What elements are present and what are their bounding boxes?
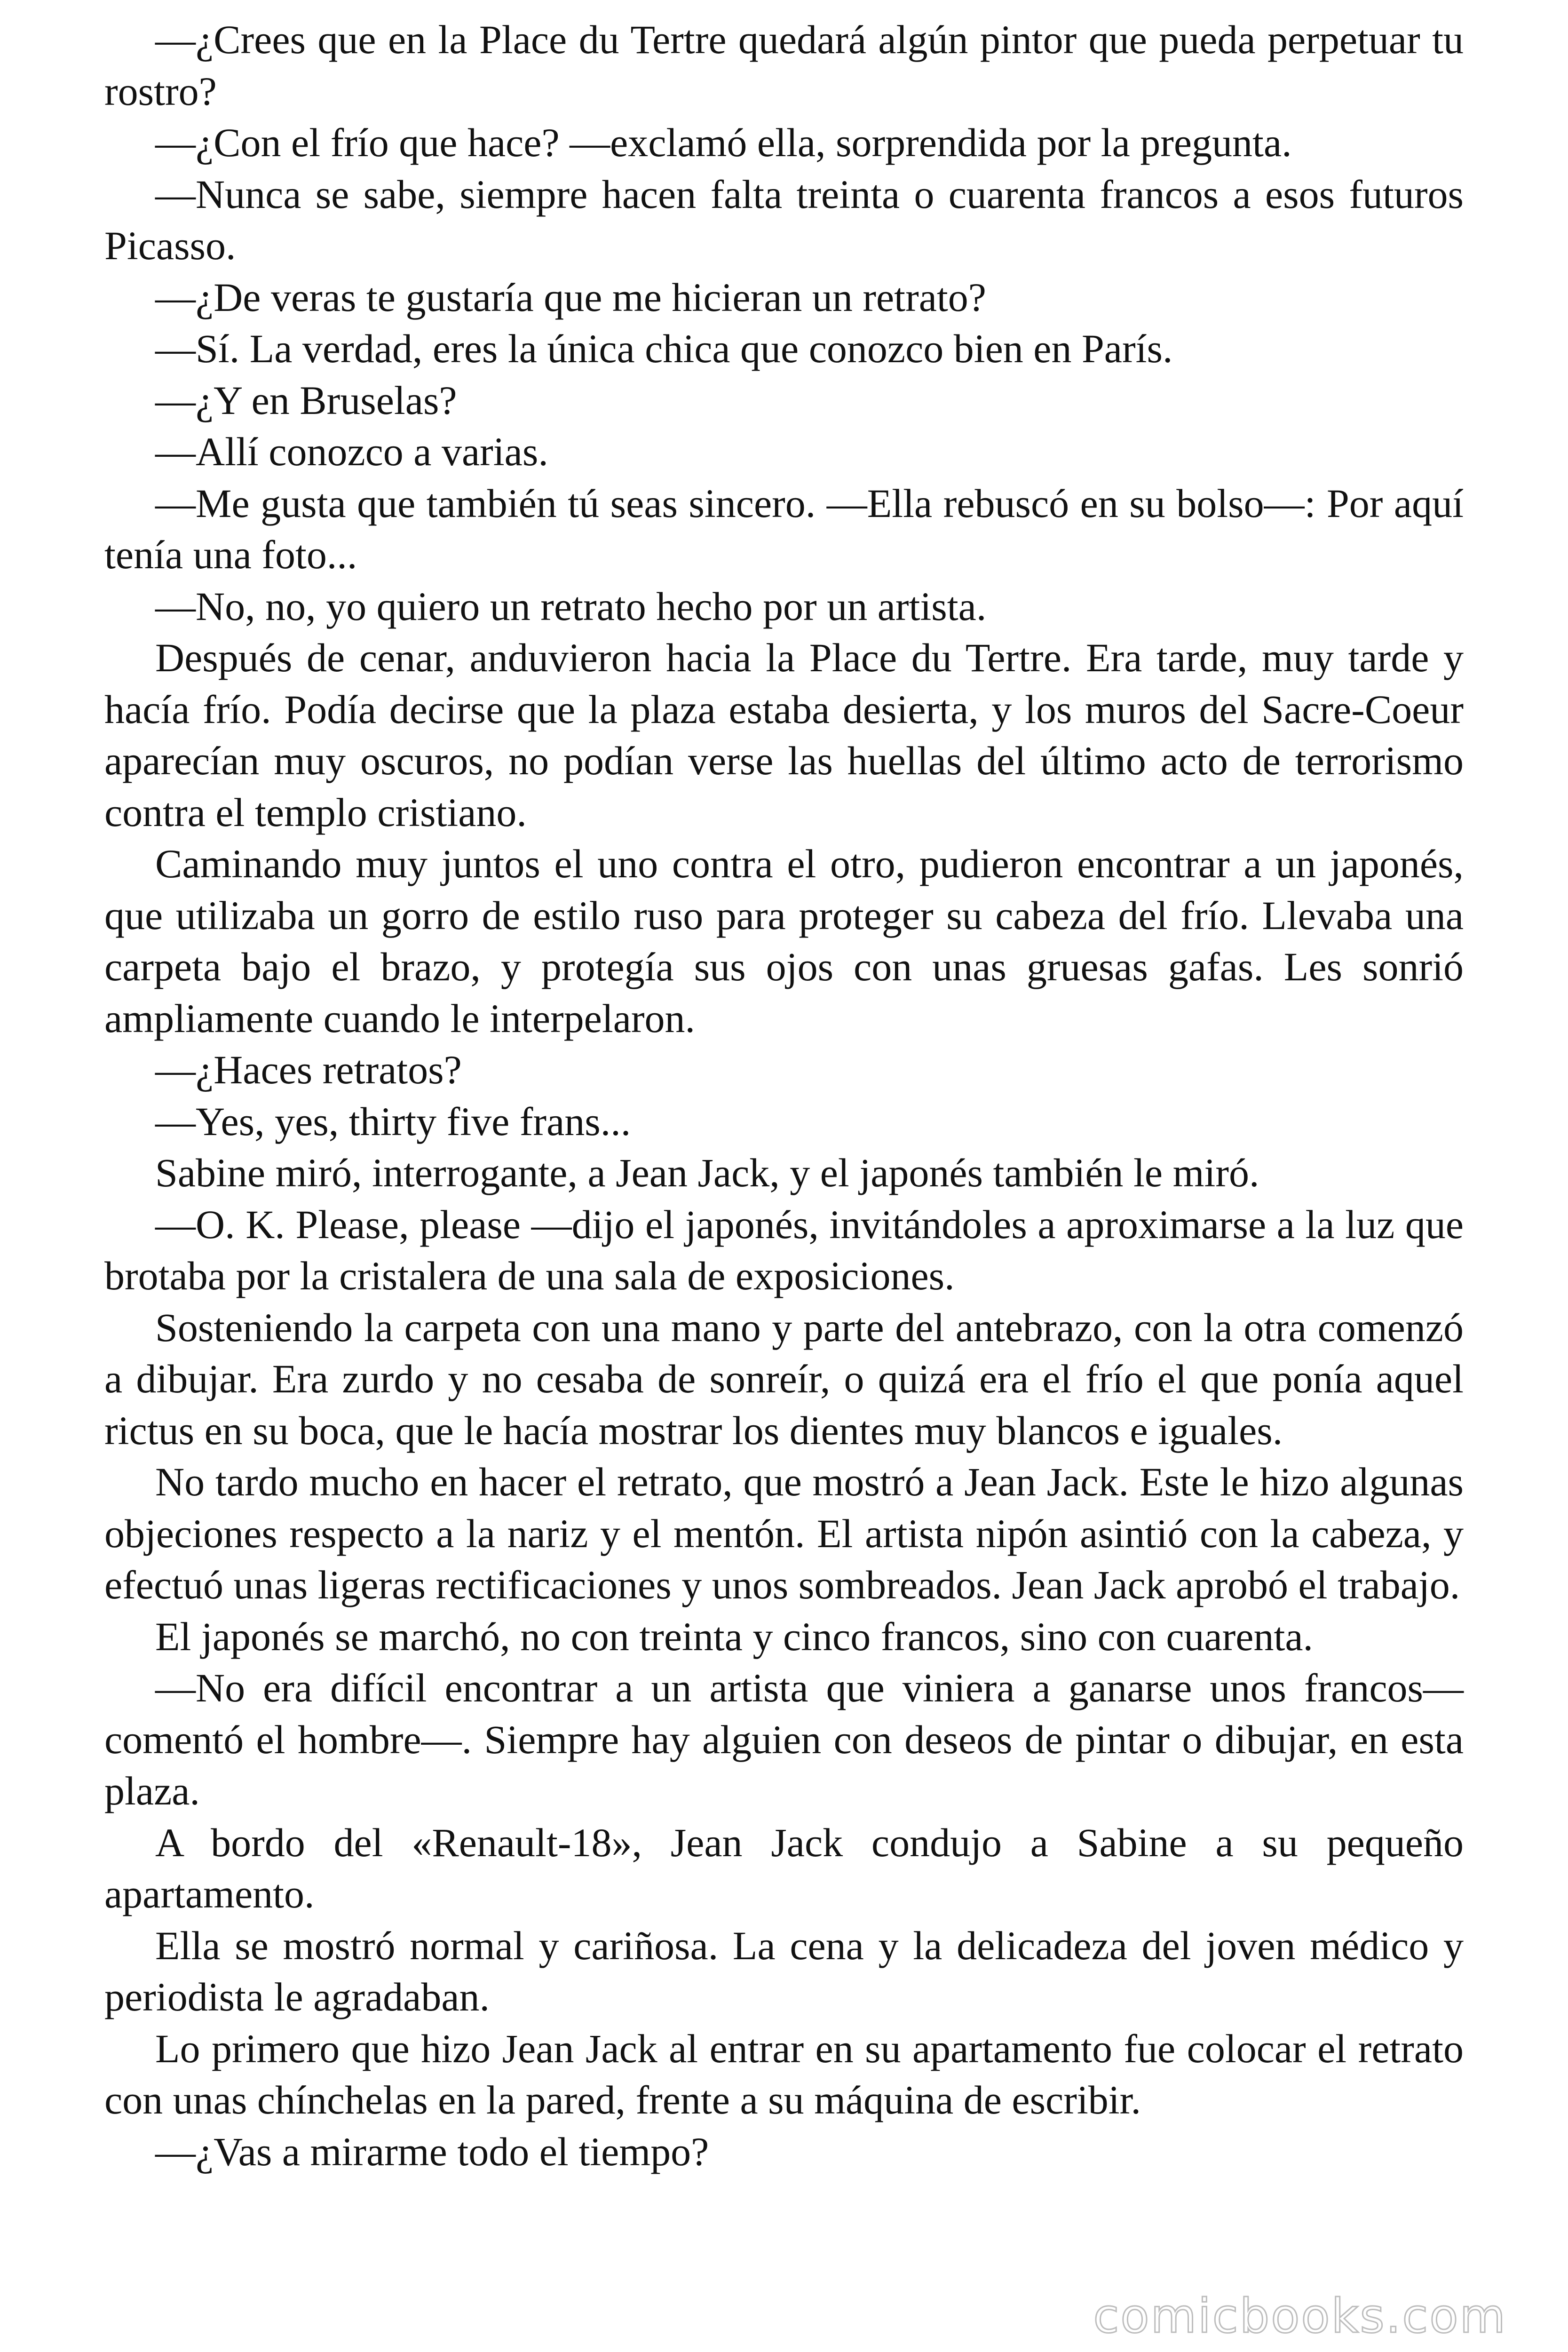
watermark-text: comicbooks.com bbox=[1093, 2288, 1507, 2344]
paragraph-15: —O. K. Please, please —dijo el japonés, invitándoles a aproximarse a la luz que brotaba por la cristalera de una sala de exposiciones. bbox=[104, 1201, 1464, 1298]
paragraph-19: —No era difícil encontrar a un artista que viniera a ganarse unos francos— comentó el hombre—. Siempre hay alguien con deseos de pintar o dibujar, en esta plaza. bbox=[104, 1665, 1464, 1813]
paragraph-3: —Nunca se sabe, siempre hacen falta treinta o cuarenta francos a esos futuros Picasso. bbox=[104, 171, 1464, 268]
paragraph-13: —Yes, yes, thirty five frans... bbox=[155, 1098, 631, 1144]
paragraph-1: —¿Crees que en la Place du Tertre quedará algún pintor que pueda perpetuar tu rostro? bbox=[104, 17, 1464, 114]
paragraph-18: El japonés se marchó, no con treinta y cinco francos, sino con cuarenta. bbox=[155, 1613, 1314, 1659]
paragraph-2: —¿Con el frío que hace? —exclamó ella, sorprendida por la pregunta. bbox=[155, 120, 1292, 165]
paragraph-16: Sosteniendo la carpeta con una mano y parte del antebrazo, con la otra comenzó a dibujar. Era zurdo y no cesaba de sonreír, o quizá era el frío el que ponía aquel rictus en su boca, que le hacía mostrar los dientes muy blancos e iguales. bbox=[104, 1304, 1464, 1453]
paragraph-10: Después de cenar, anduvieron hacia la Place du Tertre. Era tarde, muy tarde y hacía frío. Podía decirse que la plaza estaba desierta, y los muros del Sacre-Coeur aparecían muy oscuros, no podían verse las huellas del último acto de terrorismo contra el templo cristiano. bbox=[104, 635, 1464, 835]
paragraph-12: —¿Haces retratos? bbox=[155, 1047, 462, 1092]
paragraph-7: —Allí conozco a varias. bbox=[155, 429, 548, 474]
paragraph-23: —¿Vas a mirarme todo el tiempo? bbox=[155, 2129, 709, 2174]
paragraph-22: Lo primero que hizo Jean Jack al entrar en su apartamento fue colocar el retrato con unas chínchelas en la pared, frente a su máquina de escribir. bbox=[104, 2026, 1464, 2122]
paragraph-9: —No, no, yo quiero un retrato hecho por un artista. bbox=[155, 583, 987, 629]
paragraph-6: —¿Y en Bruselas? bbox=[155, 377, 457, 423]
paragraph-11: Caminando muy juntos el uno contra el otro, pudieron encontrar a un japonés, que utilizaba un gorro de estilo ruso para proteger su cabeza del frío. Llevaba una carpeta bajo el brazo, y protegía sus ojos con unas gruesas gafas. Les sonrió ampliamente cuando le interpelaron. bbox=[104, 841, 1464, 1041]
paragraph-5: —Sí. La verdad, eres la única chica que conozco bien en París. bbox=[155, 326, 1173, 371]
paragraph-8: —Me gusta que también tú seas sincero. —Ella rebuscó en su bolso—: Por aquí tenía una foto... bbox=[104, 480, 1464, 577]
page-text bbox=[104, 14, 1464, 2177]
paragraph-21: Ella se mostró normal y cariñosa. La cena y la delicadeza del joven médico y periodista le agradaban. bbox=[104, 1923, 1464, 2019]
paragraph-17: No tardo mucho en hacer el retrato, que mostró a Jean Jack. Este le hizo algunas objeciones respecto a la nariz y el mentón. El artista nipón asintió con la cabeza, y efectuó unas ligeras rectificaciones y unos sombreados. Jean Jack aprobó el trabajo. bbox=[104, 1459, 1464, 1607]
paragraph-4: —¿De veras te gustaría que me hicieran un retrato? bbox=[155, 274, 986, 320]
paragraph-14: Sabine miró, interrogante, a Jean Jack, y el japonés también le miró. bbox=[155, 1150, 1259, 1195]
paragraph-20: A bordo del «Renault-18», Jean Jack condujo a Sabine a su pequeño apartamento. bbox=[104, 1820, 1464, 1916]
